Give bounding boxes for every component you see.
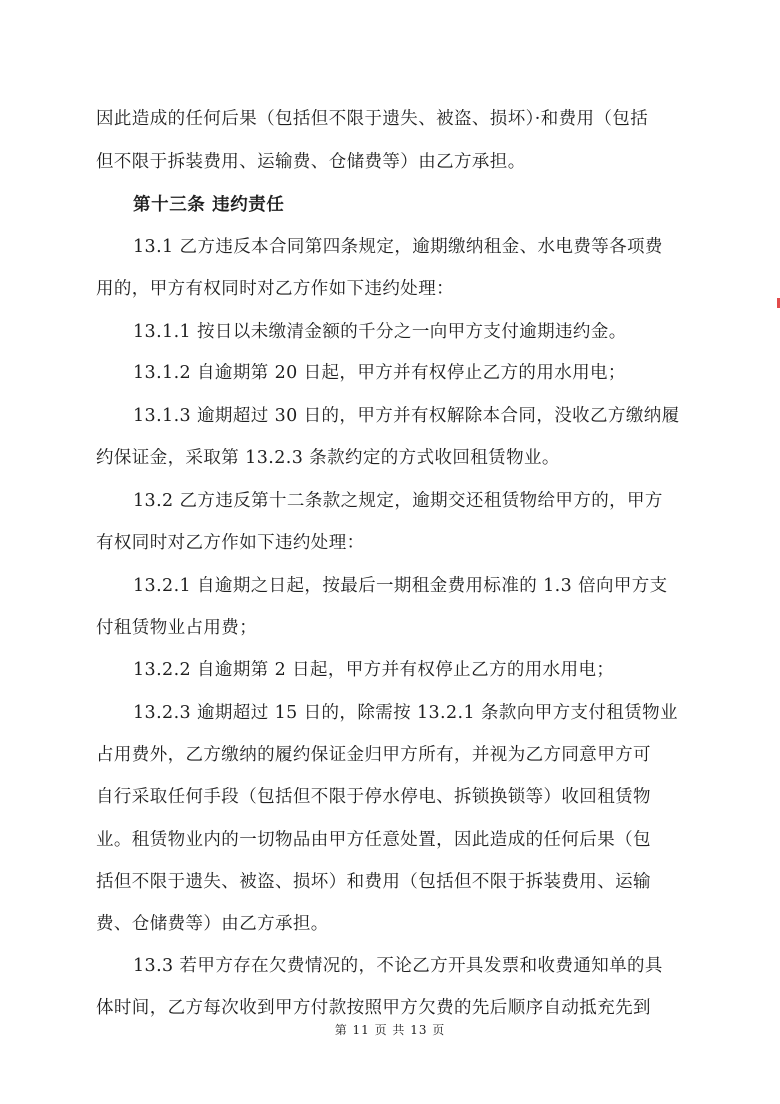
body-text-line: 13.2.3 逾期超过 15 日的，除需按 13.2.1 条款向甲方支付租赁物业: [133, 703, 678, 723]
body-text-line: 13.1.2 自逾期第 20 日起，甲方并有权停止乙方的用水用电；: [133, 363, 626, 383]
body-text-line: 有权同时对乙方作如下违约处理：: [96, 533, 365, 553]
body-text-line: 13.1.1 按日以未缴清金额的千分之一向甲方支付逾期违约金。: [133, 322, 627, 342]
body-text-line: 13.1 乙方违反本合同第四条规定，逾期缴纳租金、水电费等各项费: [133, 237, 663, 257]
body-text-line: 13.3 若甲方存在欠费情况的，不论乙方开具发票和收费通知单的具: [133, 956, 663, 976]
body-text-line: 费、仓储费等）由乙方承担。: [96, 914, 329, 934]
body-text-line: 13.1.3 逾期超过 30 日的，甲方并有权解除本合同，没收乙方缴纳履: [133, 406, 680, 426]
body-text-line: 但不限于拆装费用、运输费、仓储费等）由乙方承担。: [96, 152, 526, 172]
body-text-line: 括但不限于遗失、被盗、损坏）和费用（包括但不限于拆装费用、运输: [96, 872, 651, 892]
section-heading: 第十三条 违约责任: [133, 195, 285, 215]
body-text-line: 13.2.2 自逾期第 2 日起，甲方并有权停止乙方的用水用电；: [133, 660, 615, 680]
body-text-line: 占用费外，乙方缴纳的履约保证金归甲方所有，并视为乙方同意甲方可: [96, 745, 651, 765]
body-text-line: 业。租赁物业内的一切物品由甲方任意处置，因此造成的任何后果（包: [96, 830, 651, 850]
body-text-line: 因此造成的任何后果（包括但不限于遗失、被盗、损坏）·和费用（包括: [96, 109, 649, 129]
body-text-line: 约保证金，采取第 13.2.3 条款约定的方式收回租赁物业。: [96, 448, 560, 468]
body-text-line: 13.2.1 自逾期之日起，按最后一期租金费用标准的 1.3 倍向甲方支: [133, 576, 668, 596]
body-text-line: 自行采取任何手段（包括但不限于停水停电、拆锁换锁等）收回租赁物: [96, 787, 651, 807]
body-text-line: 体时间，乙方每次收到甲方付款按照甲方欠费的先后顺序自动抵充先到: [96, 998, 651, 1018]
body-text-line: 用的，甲方有权同时对乙方作如下违约处理：: [96, 279, 454, 299]
body-text-line: 13.2 乙方违反第十二条款之规定，逾期交还租赁物给甲方的，甲方: [133, 491, 663, 511]
page-number-footer: 第 11 页 共 13 页: [334, 1023, 446, 1037]
body-text-line: 付租赁物业占用费；: [96, 618, 258, 638]
